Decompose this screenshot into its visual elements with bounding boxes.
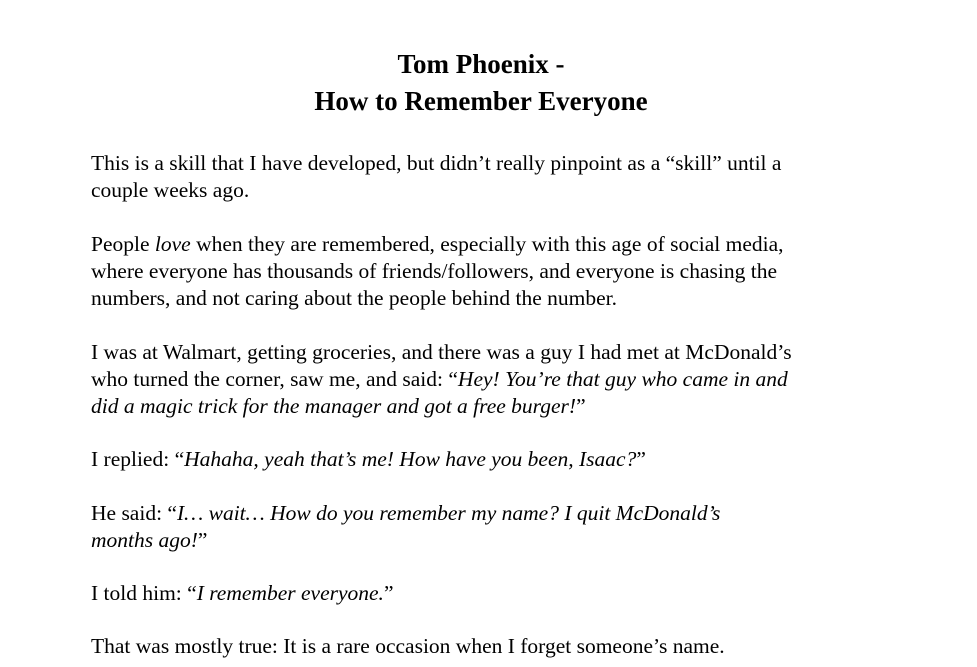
paragraph-4-quote: Hahaha, yeah that’s me! How have you been, Isaac?	[184, 447, 637, 471]
paragraph-3-text: who turned the corner, saw me, and said: “	[91, 367, 458, 391]
paragraph-7-line-1: That was mostly true: It is a rare occasion when I forget someone’s name.	[91, 634, 725, 658]
paragraph-5-line-2	[91, 527, 891, 554]
document-title	[0, 46, 962, 120]
paragraph-3-quote: did a magic trick for the manager and got a free burger!	[91, 394, 577, 418]
paragraph-3-line-1: I was at Walmart, getting groceries, and there was a guy I had met at McDonald’s	[91, 340, 792, 364]
paragraph-4	[91, 446, 891, 473]
paragraph-5	[91, 500, 891, 554]
paragraph-6	[91, 580, 891, 607]
paragraph-2-text: People	[91, 232, 155, 256]
paragraph-1	[91, 150, 891, 204]
paragraph-3	[91, 339, 891, 420]
paragraph-6-quote: I remember everyone.	[196, 581, 384, 605]
title-line-1: Tom Phoenix -	[397, 49, 565, 79]
paragraph-3-line-3	[91, 393, 891, 420]
paragraph-5-line-1	[91, 500, 891, 527]
paragraph-2-line-3: numbers, and not caring about the people behind the number.	[91, 286, 618, 310]
paragraph-5-text: He said: “	[91, 501, 177, 525]
paragraph-2-text: when they are remembered, especially with this age of social media,	[190, 232, 784, 256]
paragraph-2	[91, 231, 891, 312]
paragraph-4-text: I replied: “	[91, 447, 185, 471]
paragraph-1-line-1: This is a skill that I have developed, but didn’t really pinpoint as a “skill” until a	[91, 151, 782, 175]
paragraph-6-text: I told him: “	[91, 581, 197, 605]
title-line-2: How to Remember Everyone	[314, 86, 648, 116]
paragraph-4-line-1	[91, 446, 891, 473]
paragraph-5-text: ”	[197, 528, 208, 552]
paragraph-5-quote: months ago!	[91, 528, 198, 552]
paragraph-7	[91, 633, 891, 660]
paragraph-2-line-1	[91, 231, 891, 258]
paragraph-4-text: ”	[636, 447, 646, 471]
paragraph-1-line-2: couple weeks ago.	[91, 178, 250, 202]
paragraph-2-line-2: where everyone has thousands of friends/followers, and everyone is chasing the	[91, 259, 777, 283]
paragraph-3-text: ”	[576, 394, 586, 418]
paragraph-3-line-2	[91, 366, 891, 393]
paragraph-5-quote: I… wait… How do you remember my name? I quit McDonald’s	[176, 501, 721, 525]
paragraph-2-emphasis: love	[154, 232, 191, 256]
paragraph-6-text: ”	[383, 581, 394, 605]
paragraph-3-quote: Hey! You’re that guy who came in and	[457, 367, 788, 391]
paragraph-6-line-1	[91, 580, 891, 607]
